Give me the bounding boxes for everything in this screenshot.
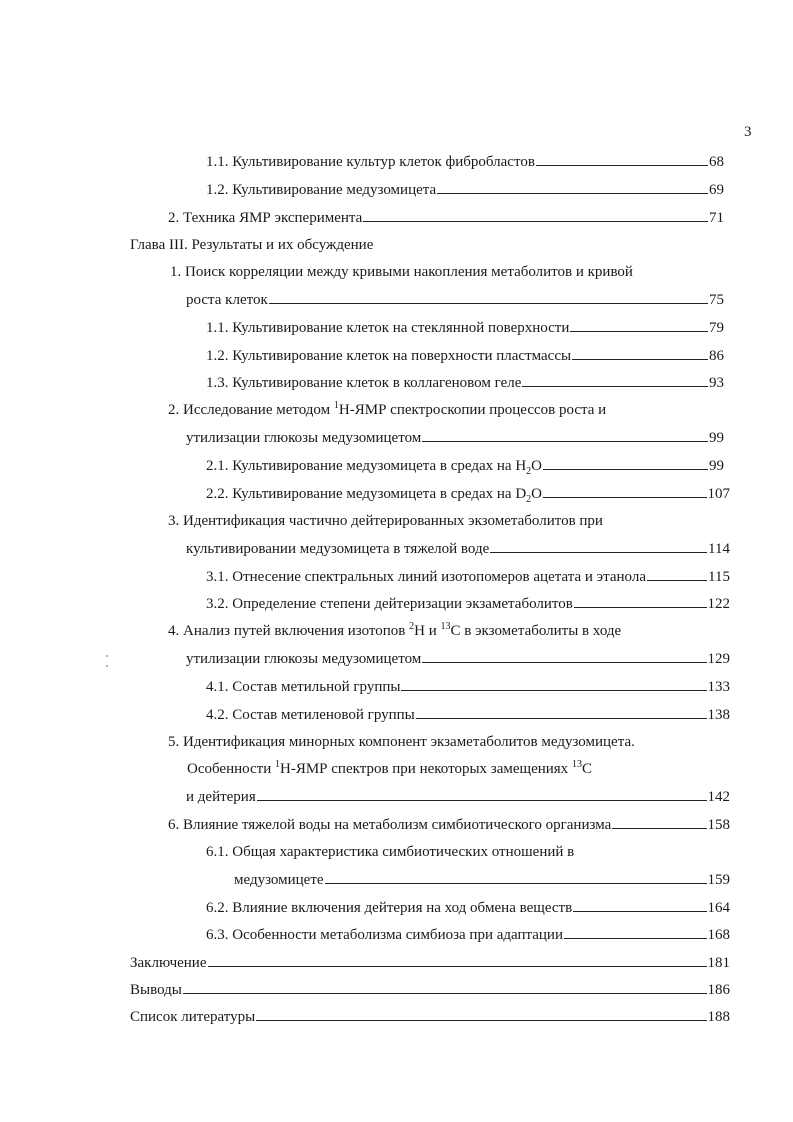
superscript: 2 xyxy=(409,621,415,632)
text-part: 2.2. Культивирование медузомицета в средах на D xyxy=(206,486,527,502)
toc-entry-text xyxy=(206,456,542,476)
dot-leader xyxy=(536,151,708,166)
toc-entry-text: культивировании медузомицета в тяжелой воде xyxy=(186,541,490,557)
toc-entry-3-2-line2[interactable] xyxy=(186,427,724,447)
toc-entry-3-6-2[interactable] xyxy=(206,897,730,917)
dot-leader xyxy=(363,207,708,222)
toc-page-number: 129 xyxy=(707,651,730,667)
toc-entry-text: 4.2. Состав метиленовой группы xyxy=(206,707,415,723)
dot-leader xyxy=(612,814,706,829)
dot-leader xyxy=(490,538,707,553)
dot-leader xyxy=(183,979,707,994)
text-part: O xyxy=(531,486,543,502)
subscript: 2 xyxy=(526,494,532,505)
dot-leader xyxy=(570,317,708,332)
toc-page-number: 71 xyxy=(709,210,724,226)
toc-entry-3-1-1[interactable] xyxy=(206,317,724,337)
toc-entry-3-1-3[interactable] xyxy=(206,372,724,392)
toc-entry-text: 4. Анализ путей включения изотопов xyxy=(168,623,410,639)
dot-leader xyxy=(437,179,708,194)
toc-page-number: 122 xyxy=(707,596,730,612)
subscript: 2 xyxy=(526,466,532,477)
toc-entry-text: 1.1. Культивирование культур клеток фибробластов xyxy=(206,154,535,170)
toc-entry-3-2-1[interactable] xyxy=(206,455,724,475)
toc-entry-text: Н-ЯМР спектроскопии процессов роста и xyxy=(338,402,607,418)
toc-page-number: 168 xyxy=(707,927,730,943)
toc-page-number: 159 xyxy=(707,872,730,888)
toc-entry-3-3-line1[interactable]: 3. Идентификация частично дейтерированных экзометаболитов при xyxy=(168,513,603,529)
toc-entry-text: 4.1. Состав метильной группы xyxy=(206,679,401,695)
toc-entry-3-1-2[interactable] xyxy=(206,345,724,365)
text-part: 2.1. Культивирование медузомицета в средах на H xyxy=(206,458,527,474)
superscript: 13 xyxy=(571,759,582,770)
toc-page-number: 99 xyxy=(709,458,724,474)
dot-leader xyxy=(573,897,706,912)
toc-entry-conclusion[interactable] xyxy=(130,952,730,972)
toc-page-number: 79 xyxy=(709,320,724,336)
toc-entry-3-3-2[interactable] xyxy=(206,593,730,613)
toc-entry-text: C в экзометаболиты в ходе xyxy=(450,623,622,639)
toc-page-number: 164 xyxy=(707,900,730,916)
scan-speck xyxy=(106,665,108,667)
toc-entry-3-5-line3[interactable] xyxy=(186,786,730,806)
superscript: 13 xyxy=(440,621,451,632)
toc-page-number: 142 xyxy=(707,789,730,805)
page-number: 3 xyxy=(744,124,752,140)
toc-entry-text: 3.1. Отнесение спектральных линий изотопомеров ацетата и этанола xyxy=(206,569,646,585)
toc-entry-text: Н-ЯМР спектров при некоторых замещениях xyxy=(280,761,572,777)
toc-entry-3-6-1-line1[interactable]: 6.1. Общая характеристика симбиотических отношений в xyxy=(206,844,575,860)
toc-entry-3-5-line1[interactable]: 5. Идентификация минорных компонент экзаметаболитов медузомицета. xyxy=(168,734,635,750)
dot-leader xyxy=(422,427,708,442)
dot-leader xyxy=(269,289,708,304)
toc-entry-text: медузомицете xyxy=(234,872,324,888)
toc-entry-3-3-1[interactable] xyxy=(206,566,730,586)
toc-entry-1-1[interactable] xyxy=(206,151,724,171)
toc-page-number: 133 xyxy=(707,679,730,695)
toc-entry-text: Выводы xyxy=(130,982,182,998)
toc-entry-text: 2. Техника ЯМР эксперимента xyxy=(168,210,363,226)
toc-entry-text: утилизации глюкозы медузомицетом xyxy=(186,651,422,667)
toc-page-number: 186 xyxy=(707,982,730,998)
dot-leader xyxy=(401,676,706,691)
toc-page-number: 158 xyxy=(707,817,730,833)
toc-entry-3-4-line2[interactable] xyxy=(186,648,730,668)
toc-entry-3-6-1-line2[interactable] xyxy=(234,869,730,889)
dot-leader xyxy=(325,869,707,884)
toc-entry-text: 6.3. Особенности метаболизма симбиоза при адаптации xyxy=(206,927,563,943)
dot-leader xyxy=(647,566,707,581)
toc-page-number: 188 xyxy=(707,1009,730,1025)
toc-entry-3-2-2[interactable] xyxy=(206,483,730,503)
toc-page-number: 114 xyxy=(708,541,730,557)
toc-entry-text: 1.3. Культивирование клеток в коллагеновом геле xyxy=(206,375,522,391)
dot-leader xyxy=(422,648,706,663)
dot-leader xyxy=(257,786,707,801)
toc-entry-text: Заключение xyxy=(130,955,207,971)
toc-entry-text: утилизации глюкозы медузомицетом xyxy=(186,430,422,446)
toc-entry-text: Список литературы xyxy=(130,1009,256,1025)
dot-leader xyxy=(543,483,706,498)
toc-page-number: 138 xyxy=(707,707,730,723)
superscript: 1 xyxy=(275,759,281,770)
toc-entry-1-2[interactable] xyxy=(206,179,724,199)
toc-entry-2[interactable] xyxy=(168,207,724,227)
dot-leader xyxy=(256,1006,706,1021)
toc-entry-3-4-2[interactable] xyxy=(206,704,730,724)
toc-page-number: 115 xyxy=(708,569,730,585)
toc-page-number: 93 xyxy=(709,375,724,391)
dot-leader xyxy=(572,345,708,360)
toc-page-number: 69 xyxy=(709,182,724,198)
toc-entry-3-2-line1[interactable] xyxy=(168,400,606,420)
toc-entry-text: Особенности xyxy=(187,761,276,777)
toc-entry-3-5-line2[interactable] xyxy=(187,759,592,779)
dot-leader xyxy=(564,924,707,939)
dot-leader xyxy=(208,952,707,967)
toc-entry-3-6-3[interactable] xyxy=(206,924,730,944)
toc-entry-text: 2. Исследование методом xyxy=(168,402,334,418)
toc-page-number: 181 xyxy=(707,955,730,971)
toc-entry-text xyxy=(206,484,542,504)
toc-entry-text: 6.2. Влияние включения дейтерия на ход обмена веществ xyxy=(206,900,573,916)
toc-entry-3-1-line1[interactable]: 1. Поиск корреляции между кривыми накопления метаболитов и кривой xyxy=(170,264,633,280)
toc-entry-3-6[interactable] xyxy=(168,814,730,834)
toc-page-number: 75 xyxy=(709,292,724,308)
dot-leader xyxy=(543,455,708,470)
toc-entry-3-4-1[interactable] xyxy=(206,676,730,696)
toc-entry-text: H и xyxy=(414,623,441,639)
toc-entry-text: 1.2. Культивирование медузомицета xyxy=(206,182,437,198)
toc-page-number: 86 xyxy=(709,348,724,364)
toc-entry-text: 6. Влияние тяжелой воды на метаболизм симбиотического организма xyxy=(168,817,612,833)
dot-leader xyxy=(416,704,707,719)
toc-entry-text: 1.1. Культивирование клеток на стеклянной поверхности xyxy=(206,320,570,336)
toc-entry-3-4-line1[interactable] xyxy=(168,621,621,641)
toc-entry-references[interactable] xyxy=(130,1006,730,1026)
toc-entry-text: роста клеток xyxy=(186,292,268,308)
toc-entry-text: 1.2. Культивирование клеток на поверхности пластмассы xyxy=(206,348,572,364)
toc-entry-findings[interactable] xyxy=(130,979,730,999)
toc-chapter-heading[interactable]: Глава III. Результаты и их обсуждение xyxy=(130,237,374,253)
superscript: 1 xyxy=(333,400,339,411)
toc-page-number: 107 xyxy=(707,486,730,502)
dot-leader xyxy=(574,593,707,608)
dot-leader xyxy=(522,372,708,387)
toc-page-number: 68 xyxy=(709,154,724,170)
toc-entry-3-1-line2[interactable] xyxy=(186,289,724,309)
toc-entry-text: 3.2. Определение степени дейтеризации экзаметаболитов xyxy=(206,596,573,612)
text-part: O xyxy=(531,458,543,474)
toc-entry-text: C xyxy=(581,761,592,777)
toc-entry-text: и дейтерия xyxy=(186,789,256,805)
scan-speck xyxy=(106,655,108,657)
toc-page-number: 99 xyxy=(709,430,724,446)
toc-entry-3-3-line2[interactable] xyxy=(186,538,730,558)
